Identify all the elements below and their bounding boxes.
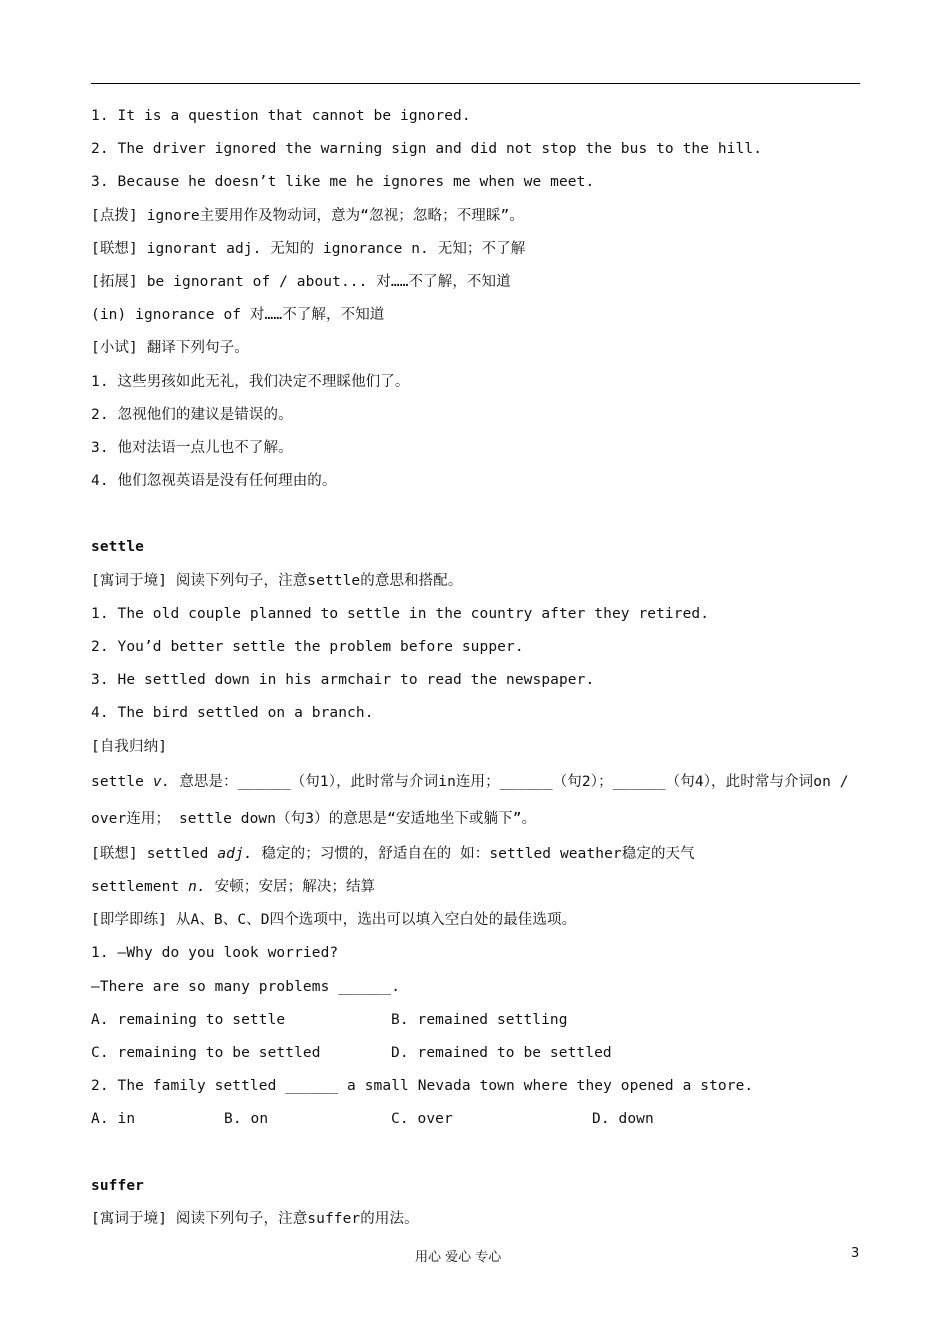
- option-c: C. over: [391, 1111, 453, 1128]
- option-c: C. remaining to be settled: [91, 1044, 321, 1061]
- example-sentence: 1. The old couple planned to settle in the country after they retired.: [91, 605, 710, 622]
- association-line: [联想] ignorant adj. 无知的 ignorance n. 无知；不了解: [91, 240, 526, 257]
- example-sentence: 3. Because he doesn’t like me he ignores me when we meet.: [91, 174, 595, 191]
- footer-motto: 用心 爱心 专心: [415, 1250, 502, 1265]
- translation-item: 3. 他对法语一点儿也不了解。: [91, 439, 293, 456]
- context-instruction: [寓词于境] 阅读下列句子，注意settle的意思和搭配。: [91, 572, 463, 589]
- tip-line: [点拨] ignore主要用作及物动词，意为“忽视；忽略；不理睬”。: [91, 207, 524, 224]
- option-d: D. down: [592, 1111, 654, 1128]
- document-body: [91, 100, 861, 1236]
- self-summary-label: [自我归纳]: [91, 738, 168, 755]
- translation-item: 4. 他们忽视英语是没有任何理由的。: [91, 473, 337, 490]
- example-sentence: 2. You’d better settle the problem before supper.: [91, 639, 524, 655]
- example-sentence: 2. The driver ignored the warning sign and did not stop the bus to the hill.: [91, 141, 763, 158]
- option-b: B. on: [224, 1111, 269, 1128]
- word-heading-suffer: suffer: [91, 1177, 144, 1194]
- question-2: 2. The family settled ______ a small Nevada town where they opened a store.: [91, 1078, 754, 1095]
- option-d: D. remained to be settled: [391, 1044, 612, 1061]
- question-2-options-row: [91, 1103, 861, 1136]
- header-rule: [91, 83, 860, 84]
- option-b: B. remained settling: [391, 1011, 568, 1028]
- translation-item: 2. 忽视他们的建议是错误的。: [91, 406, 293, 423]
- page-number: 3: [851, 1246, 860, 1261]
- association-line: [联想] settled adj. 稳定的；习惯的，舒适自在的 如：settled weather稳定的天气: [91, 845, 695, 862]
- example-sentence: 3. He settled down in his armchair to read the newspaper.: [91, 672, 595, 689]
- question-1-response: —There are so many problems ______.: [91, 978, 401, 995]
- association-line: settlement n. 安顿；安居；解决；结算: [91, 878, 376, 895]
- question-1-options-row: [91, 1037, 861, 1070]
- translation-item: 1. 这些男孩如此无礼，我们决定不理睬他们了。: [91, 373, 410, 390]
- practice-instruction: [即学即练] 从A、B、C、D四个选项中，选出可以填入空白处的最佳选项。: [91, 912, 577, 929]
- exercise-instruction: [小试] 翻译下列句子。: [91, 340, 249, 357]
- option-a: A. remaining to settle: [91, 1011, 286, 1028]
- self-summary-text: settle v. 意思是：______（句1），此时常与介词in连用；______（句2）；______（句4），此时常与介词on / over连用； settle down（句3）的意思是“安适地坐下或躺下”。: [91, 773, 849, 827]
- question-1-options-row: [91, 1004, 861, 1037]
- example-sentence: 4. The bird settled on a branch.: [91, 705, 374, 722]
- option-a: A. in: [91, 1111, 136, 1128]
- example-sentence: 1. It is a question that cannot be ignored.: [91, 108, 471, 124]
- question-1: 1. —Why do you look worried?: [91, 945, 339, 962]
- extension-line: (in) ignorance of 对……不了解，不知道: [91, 307, 385, 324]
- extension-line: [拓展] be ignorant of / about... 对……不了解，不知道: [91, 273, 511, 290]
- word-heading-settle: settle: [91, 539, 144, 556]
- context-instruction: [寓词于境] 阅读下列句子，注意suffer的用法。: [91, 1210, 419, 1227]
